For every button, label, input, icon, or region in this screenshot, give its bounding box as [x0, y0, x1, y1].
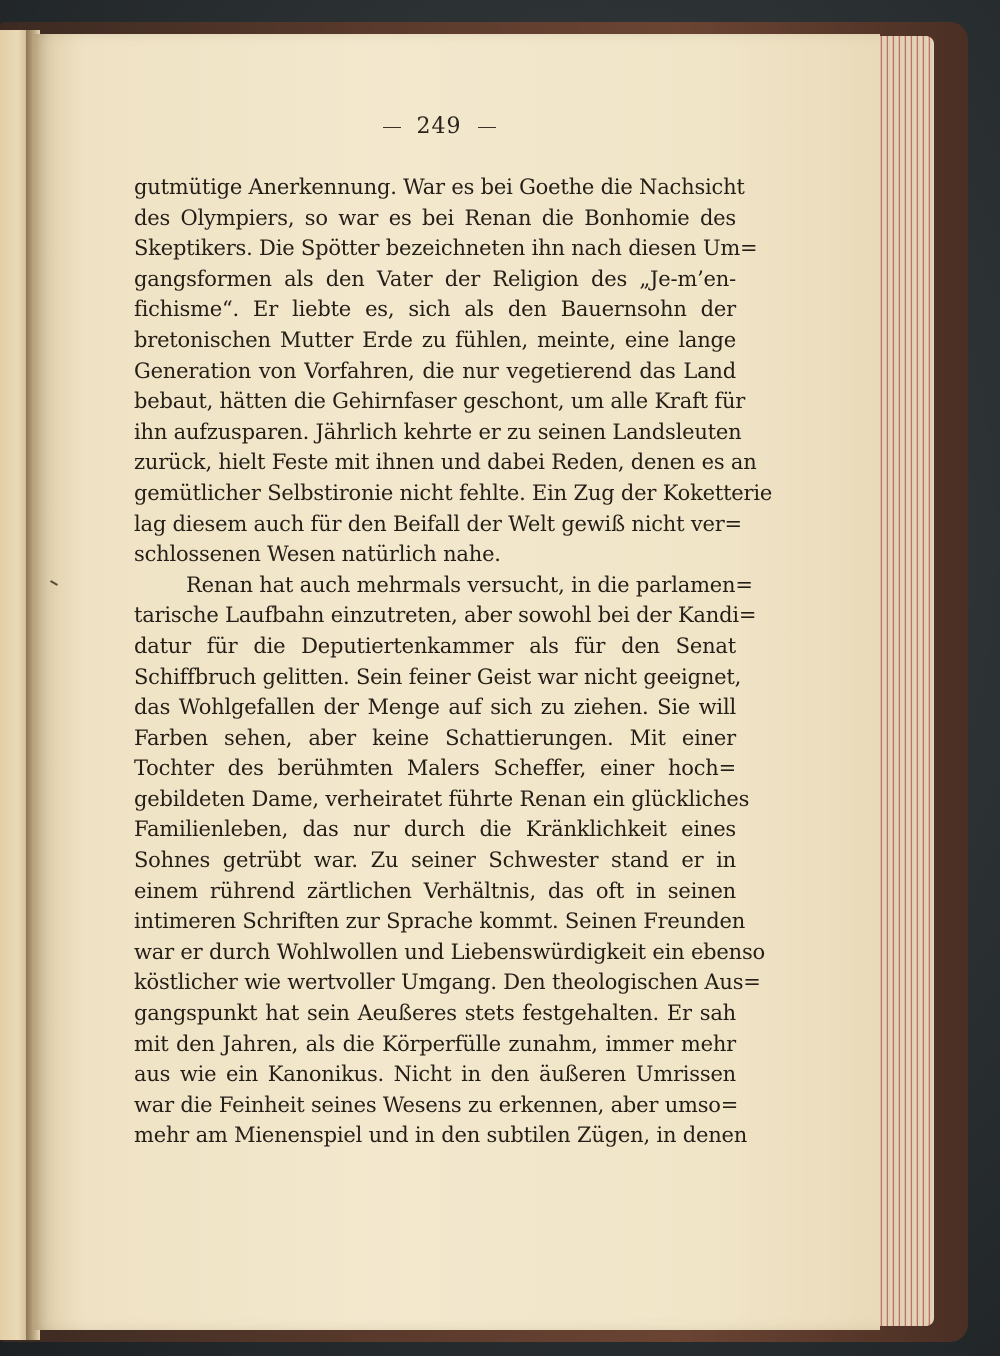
- text-line: gangspunkt hat sein Aeußeres stets festgehalten. Er sah: [134, 1001, 736, 1026]
- text-line: war er durch Wohlwollen und Liebenswürdigkeit ein ebenso: [134, 939, 765, 964]
- page-block-edge: [872, 36, 934, 1326]
- text-line: mehr am Mienenspiel und in den subtilen Zügen, in denen: [134, 1123, 748, 1148]
- header-dash-left: [383, 127, 401, 128]
- text-line: fichisme“. Er liebte es, sich als den Bauernsohn der: [134, 297, 736, 322]
- page-number: 249: [416, 114, 462, 139]
- body-text: [134, 172, 773, 1151]
- text-line: ihn aufzusparen. Jährlich kehrte er zu seinen Landsleuten: [134, 419, 742, 444]
- text-line: gemütlicher Selbstironie nicht fehlte. Ein Zug der Koketterie: [134, 480, 773, 505]
- text-line: aus wie ein Kanonikus. Nicht in den äußeren Umrissen: [134, 1062, 736, 1087]
- header-dash-right: [478, 127, 496, 128]
- text-line: mit den Jahren, als die Körperfülle zunahm, immer mehr: [134, 1031, 736, 1056]
- text-line: Skeptikers. Die Spötter bezeichneten ihn nach diesen Um=: [134, 236, 758, 261]
- text-line: bebaut, hätten die Gehirnfaser geschont, um alle Kraft für: [134, 389, 746, 414]
- text-line: köstlicher wie wertvoller Umgang. Den theologischen Aus=: [134, 970, 761, 995]
- page-header: [0, 114, 878, 139]
- text-line: des Olympiers, so war es bei Renan die Bonhomie des: [134, 205, 736, 230]
- text-line: war die Feinheit seines Wesens zu erkennen, aber umso=: [134, 1092, 739, 1117]
- text-line: zurück, hielt Feste mit ihnen und dabei Reden, denen es an: [134, 450, 757, 475]
- text-line: lag diesem auch für den Beifall der Welt gewiß nicht ver=: [134, 511, 742, 536]
- text-line: gebildeten Dame, verheiratet führte Renan ein glückliches: [134, 786, 750, 811]
- text-line: Farben sehen, aber keine Schattierungen. Mit einer: [134, 725, 736, 750]
- text-line: gutmütige Anerkennung. War es bei Goethe die Nachsicht: [134, 175, 745, 199]
- text-line: Tochter des berühmten Malers Scheffer, einer hoch=: [134, 756, 736, 781]
- text-line: einem rührend zärtlichen Verhältnis, das oft in seinen: [134, 878, 736, 903]
- text-line: tarische Laufbahn einzutreten, aber sowohl bei der Kandi=: [134, 603, 757, 628]
- text-line: Schiffbruch gelitten. Sein feiner Geist war nicht geeignet,: [134, 664, 742, 689]
- text-line: Generation von Vorfahren, die nur vegetierend das Land: [134, 358, 736, 383]
- text-line: Sohnes getrübt war. Zu seiner Schwester stand er in: [134, 848, 736, 873]
- text-line: bretonischen Mutter Erde zu fühlen, meinte, eine lange: [134, 327, 736, 352]
- text-line: datur für die Deputiertenkammer als für den Senat: [134, 633, 736, 658]
- text-line: intimeren Schriften zur Sprache kommt. Seinen Freunden: [134, 909, 746, 934]
- text-line: gangsformen als den Vater der Religion des „Je-m’en-: [134, 266, 736, 291]
- text-line: das Wohlgefallen der Menge auf sich zu ziehen. Sie will: [134, 695, 736, 720]
- paragraph-end-line: schlossenen Wesen natürlich nahe.: [134, 542, 501, 567]
- text-line: Familienleben, das nur durch die Kränklichkeit eines: [134, 817, 736, 842]
- paragraph-start-line: Renan hat auch mehrmals versucht, in die parlamen=: [186, 572, 753, 597]
